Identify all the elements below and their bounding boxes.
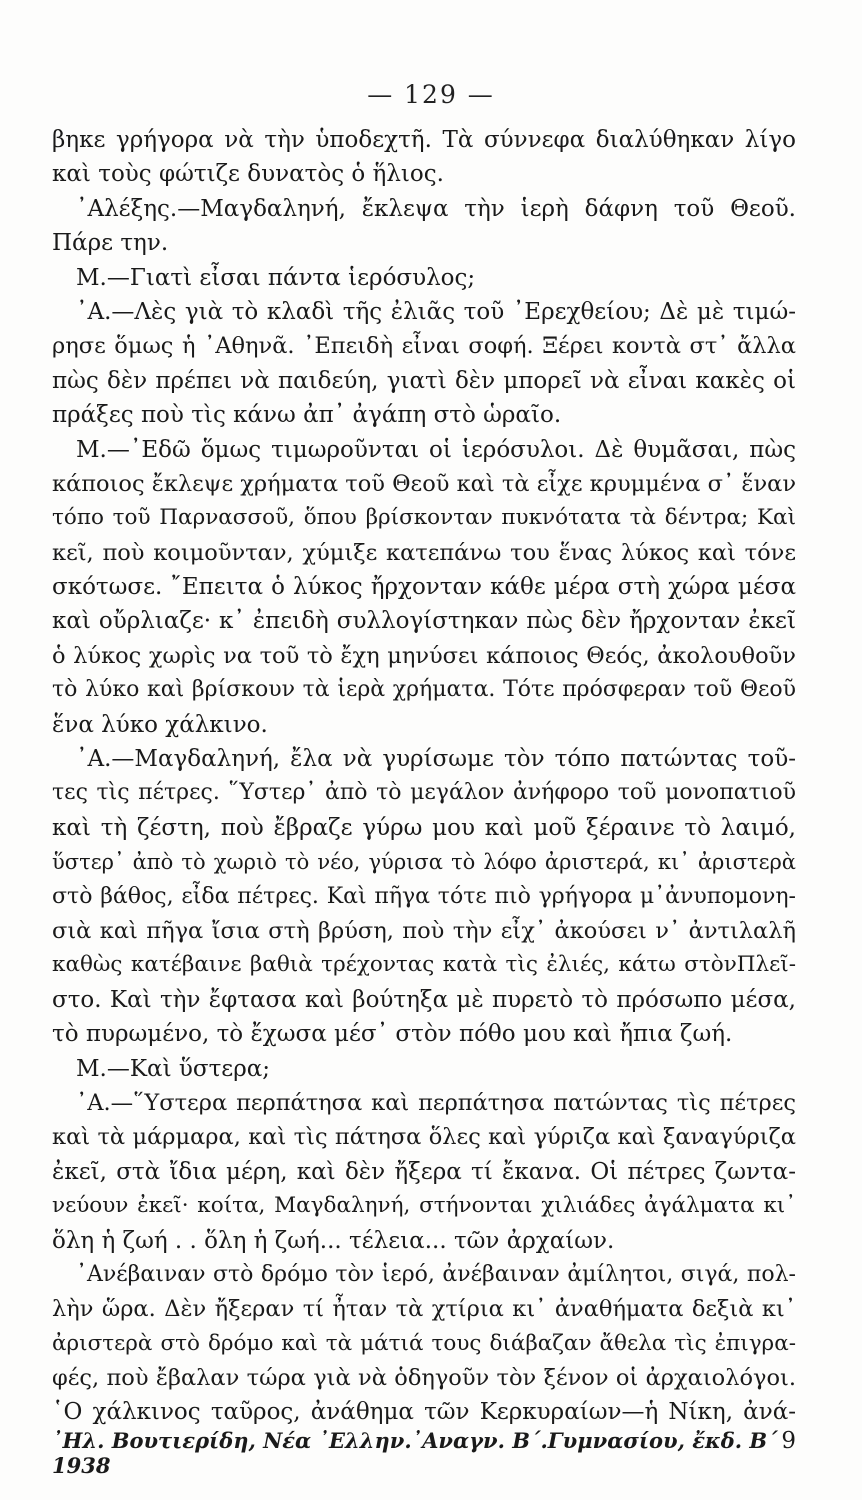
text-line: τὸ λύκο καὶ βρίσκουν τὰ ἱερὰ χρήματα. Τότε πρόσφεραν τοῦ Θεοῦ (52, 677, 796, 703)
text-line: καὶ τοὺς φώτιζε δυνατὸς ὁ ἥλιος. (52, 161, 444, 188)
page-footer (52, 1428, 796, 1478)
text-line: ἕνα λύκο χάλκινο. (52, 711, 268, 738)
text-line: ᾿Α.—Λὲς γιὰ τὸ κλαδὶ τῆς ἐλιᾶς τοῦ ᾿Ερεχθείου; Δὲ μὲ τιμώ- (76, 298, 796, 325)
text-line: κάποιος ἔκλεψε χρήματα τοῦ Θεοῦ καὶ τὰ εἶχε κρυμμένα σ᾿ ἕναν (52, 470, 796, 497)
text-line: ῾Ο χάλκινος ταῦρος, ἀνάθημα τῶν Κερκυραίων—ἡ Νίκη, ἀνά- (52, 1399, 796, 1426)
text-line: καθὼς κατέβαινε βαθιὰ τρέχοντας κατὰ τὶς ἐλιές, κάτω στὸνΠλεῖ- (52, 952, 796, 978)
text-line: ὕστερ᾿ ἀπὸ τὸ χωριὸ τὸ νέο, γύρισα τὸ λόφο ἀριστερά, κι᾿ ἀριστερὰ (52, 850, 796, 875)
text-line: σκότωσε. ῎Επειτα ὁ λύκος ἤρχονταν κάθε μέρα στὴ χώρα μέσα (52, 574, 796, 601)
text-line: Μ.—᾿Εδῶ ὅμως τιμωροῦνται οἱ ἱερόσυλοι. Δὲ θυμᾶσαι, πὼς (76, 436, 796, 463)
sheet-number: 9 (781, 1428, 796, 1454)
text-line: ὁ λύκος χωρὶς να τοῦ τὸ ἔχη μηνύσει κάποιος Θεός, ἀκολουθοῦν (52, 642, 796, 669)
text-line: ἀριστερὰ στὸ δρόμο καὶ τὰ μάτιά τους διάβαζαν ἄθελα τὶς ἐπιγρα- (52, 1330, 796, 1356)
text-line: στο. Καὶ τὴν ἔφτασα καὶ βούτηξα μὲ πυρετὸ τὸ πρόσωπο μέσα, (52, 986, 796, 1013)
footer-signature: ᾿Ηλ. Βουτιερίδη, Νέα ᾿Ελλην.᾿Αναγν. Β΄.Γυμνασίου, ἔκδ. Β΄ 1938 (52, 1428, 778, 1478)
text-line: φές, ποὺ ἔβαλαν τώρα γιὰ νὰ ὁδηγοῦν τὸν ξένον οἱ ἀρχαιολόγοι. (52, 1365, 796, 1392)
text-line: τόπο τοῦ Παρνασσοῦ, ὅπου βρίσκονταν πυκνότατα τὰ δέντρα; Καὶ (52, 505, 796, 531)
text-line: Πάρε την. (52, 230, 169, 257)
text-line: στὸ βάθος, εἶδα πέτρες. Καὶ πῆγα τότε πιὸ γρήγορα μ᾿ἀνυπομονη- (52, 883, 796, 909)
text-line: Μ.—Καὶ ὕστερα; (76, 1055, 271, 1082)
body-text (52, 123, 796, 1430)
text-line: καὶ τὴ ζέστη, ποὺ ἔβραζε γύρω μου καὶ μοῦ ξέραινε τὸ λαιμό, (52, 814, 796, 841)
text-line: ᾿Ανέβαιναν στὸ δρόμο τὸν ἱερό, ἀνέβαιναν ἀμίλητοι, σιγά, πολ- (76, 1261, 796, 1287)
text-line: σιὰ καὶ πῆγα ἴσια στὴ βρύση, ποὺ τὴν εἶχ᾿ ἀκούσει ν᾿ ἀντιλαλῆ (52, 917, 796, 944)
text-line: ρησε ὅμως ἡ ᾿Αθηνᾶ. ᾿Επειδὴ εἶναι σοφή. Ξέρει κοντὰ στ᾿ ἄλλα (52, 333, 796, 360)
text-line: τες τὶς πέτρες. ῞Υστερ᾿ ἀπὸ τὸ μεγάλον ἀνήφορο τοῦ μονοπατιοῦ (52, 780, 796, 806)
text-line: ἐκεῖ, στὰ ἴδια μέρη, καὶ δὲν ἤξερα τί ἔκανα. Οἱ πέτρες ζωντα- (52, 1158, 796, 1185)
text-line: κεῖ, ποὺ κοιμοῦνταν, χύμιξε κατεπάνω του ἕνας λύκος καὶ τόνε (52, 539, 796, 566)
text-line: Μ.—Γιατὶ εἶσαι πάντα ἱερόσυλος; (76, 264, 476, 291)
text-line: τὸ πυρωμένο, τὸ ἔχωσα μέσ᾿ στὸν πόθο μου καὶ ἤπια ζωή. (52, 1021, 733, 1048)
text-line: νεύουν ἐκεῖ· κοίτα, Μαγδαληνή, στήνονται χιλιάδες ἀγάλματα κι᾿ (52, 1193, 796, 1219)
text-line: πὼς δὲν πρέπει νὰ παιδεύη, γιατὶ δὲν μπορεῖ νὰ εἶναι κακὲς οἱ (52, 367, 796, 394)
text-line: ᾿Α.—Μαγδαληνή, ἔλα νὰ γυρίσωμε τὸν τόπο πατώντας τοῦ- (76, 746, 796, 773)
page-number: — 129 — (367, 80, 495, 109)
text-line: βηκε γρήγορα νὰ τὴν ὑποδεχτῆ. Τὰ σύννεφα διαλύθηκαν λίγο (52, 127, 796, 153)
text-line: ᾿Α.—῞Υστερα περπάτησα καὶ περπάτησα πατώντας τὶς πέτρες (76, 1089, 796, 1116)
text-line: λὴν ὥρα. Δὲν ἤξεραν τί ἦταν τὰ χτίρια κι᾿ ἀναθήματα δεξιὰ κι᾿ (52, 1296, 796, 1323)
text-line: πράξες ποὺ τὶς κάνω ἀπ᾿ ἀγάπη στὸ ὡραῖο. (52, 402, 562, 429)
text-line: ᾿Αλέξης.—Μαγδαληνή, ἔκλεψα τὴν ἱερὴ δάφνη τοῦ Θεοῦ. (76, 195, 796, 222)
text-line: καὶ τὰ μάρμαρα, καὶ τὶς πάτησα ὅλες καὶ γύριζα καὶ ξαναγύριζα (52, 1124, 796, 1151)
text-line: ὅλη ἡ ζωή . . ὅλη ἡ ζωή... τέλεια... τῶν ἀρχαίων. (52, 1227, 615, 1254)
text-line: καὶ οὔρλιαζε· κ᾿ ἐπειδὴ συλλογίστηκαν πὼς δὲν ἤρχονταν ἐκεῖ (52, 608, 796, 635)
